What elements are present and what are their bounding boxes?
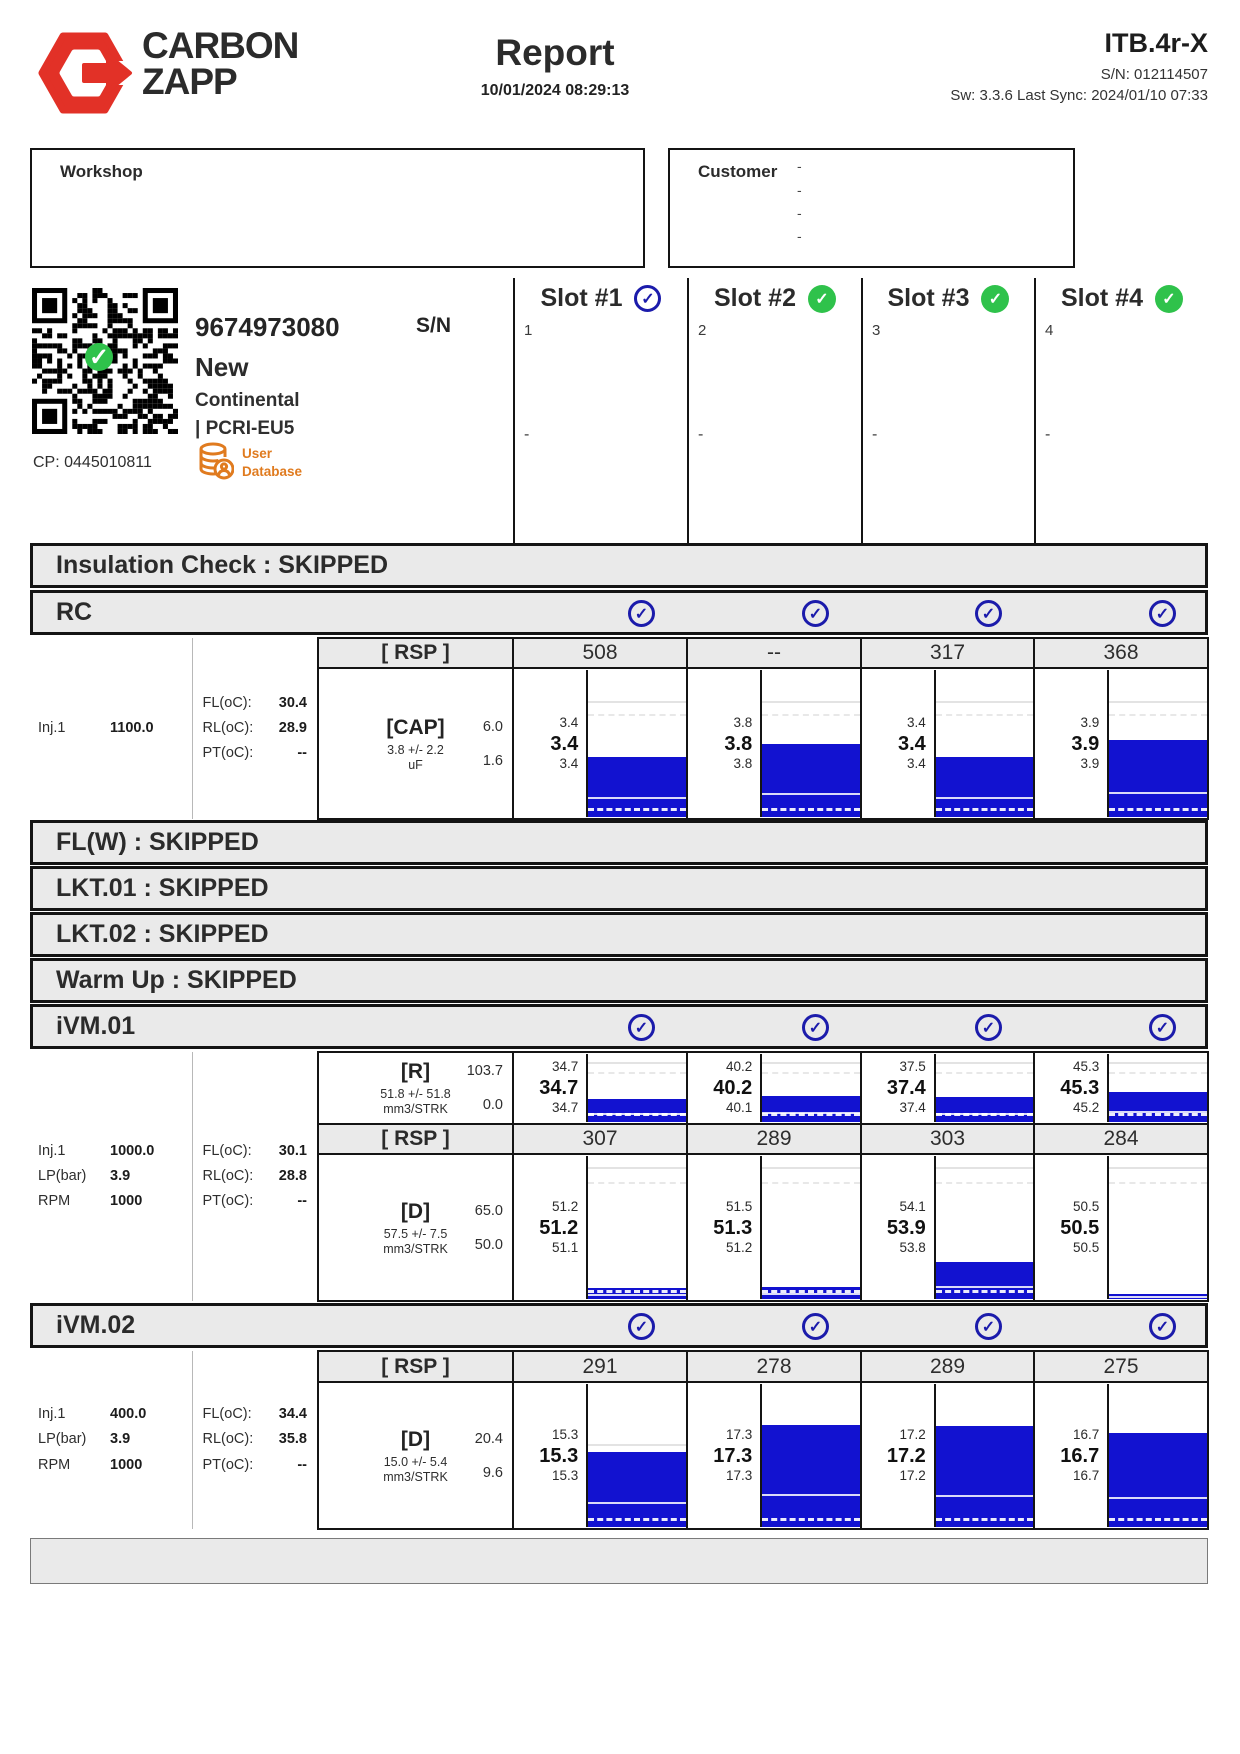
- slot-values: [862, 1054, 934, 1122]
- param-value: 400.0: [110, 1406, 147, 1423]
- slot-check-icon: [808, 285, 836, 313]
- test-unit: uF: [408, 757, 423, 772]
- bar: [762, 1096, 860, 1122]
- tolerance-line: [936, 701, 1033, 703]
- test-name: [D]: [400, 1427, 431, 1451]
- value-bottom: 51.2: [725, 1239, 753, 1255]
- chart-cell: [687, 1154, 861, 1301]
- bar-chart: [934, 670, 1033, 817]
- param-label: RL(oC):: [202, 1431, 254, 1448]
- value-bottom: 16.7: [1072, 1467, 1100, 1483]
- sn-label: S/N: [416, 314, 452, 337]
- chart-cell: [861, 1052, 1034, 1124]
- value-top: 51.2: [551, 1198, 579, 1214]
- brand-line2: ZAPP: [142, 61, 237, 103]
- bar: [588, 757, 686, 817]
- ivm02-slot4-check-icon: [1149, 1313, 1176, 1340]
- rc-param-col1: [30, 638, 192, 819]
- slot-header-3: [861, 278, 1034, 543]
- value-main: 3.4: [898, 732, 926, 755]
- tolerance-line: [936, 714, 1033, 716]
- rc-param-col2: [192, 638, 318, 819]
- slot-index: 3: [872, 322, 881, 339]
- bar-chart: [586, 1054, 686, 1122]
- slot-values: [1035, 1156, 1107, 1299]
- carbonzapp-logo-icon: [38, 22, 138, 124]
- bar-chart: [760, 1054, 860, 1122]
- param-label: FL(oC):: [202, 1406, 252, 1423]
- slot-check-icon: [634, 285, 661, 312]
- value-top: 15.3: [551, 1426, 579, 1442]
- scale-min: 50.0: [474, 1236, 503, 1253]
- tolerance-line: [1109, 1072, 1207, 1074]
- injector-cp: CP: 0445010811: [33, 454, 152, 471]
- section-title: Insulation Check : SKIPPED: [56, 551, 389, 579]
- slot-header-2: [687, 278, 861, 543]
- workshop-box: [30, 148, 645, 268]
- slot-values: [688, 1156, 760, 1299]
- tolerance-line: [1109, 714, 1207, 716]
- customer-field-dash: -: [797, 228, 802, 244]
- test-unit: mm3/STRK: [383, 1102, 448, 1116]
- bar-chart: [934, 1384, 1033, 1527]
- value-top: 50.5: [1072, 1198, 1100, 1214]
- tolerance-line: [936, 1167, 1033, 1169]
- rsp-header: [ RSP ]: [318, 1124, 513, 1154]
- slot-values: [862, 1156, 934, 1299]
- cap-label-cell: [318, 668, 513, 819]
- bar: [762, 1287, 860, 1299]
- ivm02-slot3-check-icon: [975, 1313, 1002, 1340]
- bar-chart: [1107, 1156, 1207, 1299]
- param-value: 30.4: [278, 694, 307, 711]
- param-label: FL(oC):: [202, 1142, 252, 1159]
- section-lkt02-skipped: [30, 912, 1208, 957]
- value-main: 53.9: [886, 1216, 926, 1239]
- param-value: 1100.0: [110, 719, 154, 736]
- slot-title: Slot #2: [714, 284, 796, 312]
- page-title: Report: [495, 32, 615, 73]
- rsp-value: --: [687, 638, 861, 668]
- section-lkt01-skipped: [30, 866, 1208, 911]
- workshop-label: Workshop: [60, 162, 143, 181]
- value-bottom: 3.4: [907, 755, 926, 771]
- test-unit: mm3/STRK: [383, 1469, 448, 1484]
- chart-cell: [1034, 1052, 1208, 1124]
- value-top: 51.5: [725, 1198, 753, 1214]
- bar: [936, 1262, 1033, 1299]
- slot-values: [688, 1054, 760, 1122]
- report-header: [400, 32, 710, 100]
- param-value: 35.8: [278, 1431, 307, 1448]
- rc-slot4-check-icon: [1149, 600, 1176, 627]
- chart-cell: [861, 1382, 1034, 1529]
- slot-index: 4: [1045, 322, 1054, 339]
- chart-cell: [861, 668, 1034, 819]
- rsp-value: 508: [513, 638, 687, 668]
- tolerance-line: [936, 1072, 1033, 1074]
- section-rc: [30, 590, 1208, 635]
- scale-max: 65.0: [474, 1202, 503, 1219]
- user-database-label: User: [242, 446, 273, 461]
- param-label: Inj.1: [38, 1406, 66, 1423]
- section-title: iVM.02: [56, 1311, 136, 1339]
- param-label: PT(oC):: [202, 745, 254, 761]
- test-name: [D]: [400, 1199, 431, 1223]
- slot-values: [514, 1054, 586, 1122]
- qr-verified-check-icon: [85, 343, 113, 371]
- tolerance-line: [936, 1182, 1033, 1184]
- slot-values: [688, 670, 760, 817]
- r-label-cell: [318, 1052, 513, 1124]
- slot-header-4: [1034, 278, 1208, 543]
- value-main: 34.7: [539, 1077, 579, 1099]
- device-sw-sync: Sw: 3.3.6 Last Sync: 2024/01/10 07:33: [950, 87, 1208, 104]
- scale-min: 0.0: [482, 1097, 503, 1113]
- ivm01-slot2-check-icon: [802, 1014, 829, 1041]
- bar: [936, 1097, 1033, 1122]
- chart-cell: [1034, 668, 1208, 819]
- value-main: 37.4: [886, 1077, 926, 1099]
- tolerance-line: [762, 1062, 860, 1064]
- test-unit: mm3/STRK: [383, 1241, 448, 1256]
- bar: [1109, 1294, 1207, 1299]
- ivm02-slot2-check-icon: [802, 1313, 829, 1340]
- tolerance-line: [1109, 1167, 1207, 1169]
- ivm02-param-col2: [192, 1351, 318, 1529]
- injector-code: 9674973080: [195, 312, 340, 342]
- slot-values: [1035, 1384, 1107, 1527]
- slot-check-icon: [1155, 285, 1183, 313]
- slot-values: [862, 670, 934, 817]
- slot-title: Slot #4: [1061, 284, 1143, 312]
- bar: [588, 1099, 686, 1122]
- rsp-value: 284: [1034, 1124, 1208, 1154]
- tolerance-line: [762, 1167, 860, 1169]
- value-main: 16.7: [1060, 1444, 1100, 1467]
- d-label-cell: [318, 1382, 513, 1529]
- injector-state: New: [195, 352, 249, 382]
- injector-info-cell: [30, 268, 513, 543]
- slot-dash: -: [872, 426, 878, 443]
- value-bottom: 15.3: [551, 1467, 579, 1483]
- value-bottom: 34.7: [551, 1100, 579, 1115]
- bar-chart: [586, 670, 686, 817]
- injector-brand: Continental: [195, 390, 300, 411]
- tolerance-line: [762, 701, 860, 703]
- value-main: 3.9: [1071, 732, 1100, 755]
- section-warmup-skipped: [30, 958, 1208, 1003]
- ivm01-param-col1: [30, 1052, 192, 1301]
- ivm02-param-col1: [30, 1351, 192, 1529]
- rsp-value: 275: [1034, 1351, 1208, 1382]
- section-ivm02: [30, 1303, 1208, 1348]
- rc-slot1-check-icon: [628, 600, 655, 627]
- rsp-value: 368: [1034, 638, 1208, 668]
- tolerance-line: [936, 1062, 1033, 1064]
- tolerance-line: [588, 1444, 686, 1446]
- bar: [588, 1288, 686, 1299]
- section-flw-skipped: [30, 820, 1208, 865]
- section-ivm01: [30, 1004, 1208, 1049]
- param-value: 1000: [110, 1193, 143, 1209]
- value-main: 51.2: [539, 1216, 579, 1239]
- bar: [762, 1425, 860, 1527]
- slot-values: [514, 1156, 586, 1299]
- chart-cell: [513, 668, 687, 819]
- chart-cell: [687, 668, 861, 819]
- customer-label: Customer: [698, 162, 778, 181]
- footer-bar: [30, 1538, 1208, 1584]
- value-top: 34.7: [551, 1059, 579, 1075]
- param-value: 1000: [110, 1456, 143, 1473]
- value-main: 3.4: [550, 732, 579, 755]
- value-top: 3.4: [559, 714, 579, 730]
- bar-chart: [1107, 1384, 1207, 1527]
- param-label: RL(oC):: [202, 1167, 254, 1184]
- value-top: 17.3: [725, 1426, 753, 1442]
- slot-values: [688, 1384, 760, 1527]
- bar-chart: [934, 1156, 1033, 1299]
- value-main: 17.3: [713, 1444, 753, 1467]
- value-top: 3.8: [733, 714, 753, 730]
- param-label: RPM: [38, 1193, 71, 1209]
- rsp-header: [ RSP ]: [318, 638, 513, 668]
- tolerance-line: [588, 701, 686, 703]
- bar: [936, 1426, 1033, 1527]
- bar-chart: [586, 1384, 686, 1527]
- value-bottom: 3.8: [733, 755, 753, 771]
- ivm02-slot1-check-icon: [628, 1313, 655, 1340]
- user-database-icon: [198, 442, 234, 480]
- rsp-value: 303: [861, 1124, 1034, 1154]
- param-value: 1000.0: [110, 1142, 155, 1159]
- tolerance-line: [762, 714, 860, 716]
- slot-header-grid: [30, 268, 1208, 543]
- slot-header-1: [513, 278, 687, 543]
- slot-index: 2: [698, 322, 707, 339]
- brand-line1: CARBON: [142, 25, 299, 66]
- chart-cell: [513, 1154, 687, 1301]
- bar: [1109, 740, 1207, 817]
- param-value: 28.9: [278, 719, 307, 736]
- test-spec: 51.8 +/- 51.8: [380, 1087, 451, 1101]
- value-bottom: 17.2: [899, 1467, 926, 1483]
- tolerance-line: [1109, 1062, 1207, 1064]
- ivm01-table: [30, 1051, 1209, 1302]
- tolerance-line: [762, 1182, 860, 1184]
- slot-title: Slot #3: [887, 284, 970, 312]
- rsp-value: 291: [513, 1351, 687, 1382]
- param-value: --: [297, 1456, 307, 1473]
- slot-check-icon: [981, 285, 1009, 313]
- rsp-value: 278: [687, 1351, 861, 1382]
- scale-max: 103.7: [466, 1063, 503, 1079]
- chart-cell: [687, 1052, 861, 1124]
- param-label: PT(oC):: [202, 1193, 254, 1209]
- section-title: RC: [56, 598, 93, 626]
- rsp-value: 289: [861, 1351, 1034, 1382]
- bar: [936, 757, 1033, 817]
- d-label-cell: [318, 1154, 513, 1301]
- report-datetime: 10/01/2024 08:29:13: [480, 82, 630, 99]
- value-bottom: 53.8: [899, 1239, 926, 1255]
- section-title: iVM.01: [56, 1012, 136, 1040]
- value-top: 37.5: [899, 1059, 926, 1075]
- value-bottom: 3.9: [1080, 755, 1100, 771]
- tolerance-line: [762, 1072, 860, 1074]
- rsp-value: 289: [687, 1124, 861, 1154]
- value-bottom: 51.1: [551, 1239, 579, 1255]
- slot-values: [514, 1384, 586, 1527]
- bar-chart: [586, 1156, 686, 1299]
- bar: [588, 1452, 686, 1527]
- chart-cell: [513, 1382, 687, 1529]
- param-label: FL(oC):: [202, 694, 252, 711]
- value-main: 15.3: [539, 1444, 579, 1467]
- value-bottom: 17.3: [725, 1467, 753, 1483]
- tolerance-line: [588, 714, 686, 716]
- test-spec: 57.5 +/- 7.5: [383, 1226, 448, 1241]
- param-value: 3.9: [110, 1167, 131, 1184]
- slot-dash: -: [524, 426, 530, 443]
- tolerance-line: [1109, 1182, 1207, 1184]
- bar-chart: [760, 1156, 860, 1299]
- rsp-value: 317: [861, 638, 1034, 668]
- value-top: 54.1: [899, 1198, 926, 1214]
- scale-min: 1.6: [482, 752, 503, 769]
- test-name: [CAP]: [386, 715, 445, 739]
- customer-field-dash: -: [797, 182, 802, 198]
- param-label: RL(oC):: [202, 719, 254, 736]
- tolerance-line: [588, 1062, 686, 1064]
- chart-cell: [513, 1052, 687, 1124]
- value-top: 3.4: [907, 714, 926, 730]
- param-label: LP(bar): [38, 1431, 87, 1448]
- slot-index: 1: [524, 322, 533, 339]
- slot-values: [862, 1384, 934, 1527]
- tolerance-line: [588, 1072, 686, 1074]
- rc-slot3-check-icon: [975, 600, 1002, 627]
- bar: [1109, 1433, 1207, 1527]
- param-label: Inj.1: [38, 1142, 66, 1159]
- value-bottom: 45.2: [1072, 1100, 1100, 1115]
- test-name: [R]: [400, 1060, 431, 1083]
- ivm01-slot1-check-icon: [628, 1014, 655, 1041]
- section-title: LKT.01 : SKIPPED: [56, 874, 269, 902]
- param-label: RPM: [38, 1456, 71, 1473]
- chart-cell: [687, 1382, 861, 1529]
- brand-wordmark: [142, 25, 299, 103]
- slot-values: [514, 670, 586, 817]
- bar-chart: [934, 1054, 1033, 1122]
- chart-cell: [1034, 1382, 1208, 1529]
- device-model: ITB.4r-X: [1104, 28, 1208, 58]
- value-main: 17.2: [886, 1444, 926, 1467]
- chart-cell: [1034, 1154, 1208, 1301]
- chart-cell: [861, 1154, 1034, 1301]
- bar-chart: [760, 670, 860, 817]
- customer-field-dash: -: [797, 205, 802, 221]
- tolerance-line: [1109, 701, 1207, 703]
- value-main: 51.3: [713, 1216, 753, 1239]
- slot-dash: -: [1045, 426, 1051, 443]
- value-top: 3.9: [1080, 714, 1100, 730]
- user-database-label: Database: [242, 464, 303, 479]
- ivm01-slot3-check-icon: [975, 1014, 1002, 1041]
- value-main: 3.8: [724, 732, 753, 755]
- ivm02-table: [30, 1350, 1209, 1530]
- value-bottom: 3.4: [559, 755, 579, 771]
- param-value: --: [297, 1193, 307, 1209]
- scale-max: 20.4: [474, 1430, 503, 1447]
- slot-title: Slot #1: [540, 284, 623, 312]
- customer-field-dash: -: [797, 158, 802, 174]
- param-label: Inj.1: [38, 719, 66, 736]
- value-top: 16.7: [1072, 1426, 1100, 1442]
- test-spec: 15.0 +/- 5.4: [383, 1454, 448, 1469]
- bar-chart: [1107, 1054, 1207, 1122]
- test-spec: 3.8 +/- 2.2: [387, 742, 444, 757]
- rc-slot2-check-icon: [802, 600, 829, 627]
- ivm01-param-col2: [192, 1052, 318, 1301]
- tolerance-line: [588, 1182, 686, 1184]
- bar: [1109, 1092, 1207, 1122]
- slot-values: [1035, 1054, 1107, 1122]
- qr-code: [32, 288, 178, 438]
- device-serial: S/N: 012114507: [1100, 66, 1208, 83]
- slot-values: [1035, 670, 1107, 817]
- bar-chart: [1107, 670, 1207, 817]
- param-value: 3.9: [110, 1431, 131, 1448]
- param-value: 30.1: [278, 1142, 307, 1159]
- rc-table: [30, 637, 1209, 820]
- section-insulation-check: [30, 543, 1208, 588]
- param-value: 34.4: [278, 1406, 307, 1423]
- value-top: 40.2: [725, 1059, 753, 1075]
- section-title: LKT.02 : SKIPPED: [56, 920, 269, 948]
- value-bottom: 37.4: [899, 1100, 926, 1115]
- tolerance-line: [588, 1167, 686, 1169]
- scale-min: 9.6: [482, 1464, 503, 1481]
- rsp-header: [ RSP ]: [318, 1351, 513, 1382]
- section-title: FL(W) : SKIPPED: [56, 828, 259, 856]
- bar: [762, 744, 860, 818]
- param-label: PT(oC):: [202, 1456, 254, 1473]
- customer-box: [668, 148, 1075, 268]
- param-label: LP(bar): [38, 1167, 87, 1184]
- device-header: [950, 28, 1208, 104]
- value-main: 45.3: [1060, 1077, 1100, 1099]
- value-main: 50.5: [1060, 1216, 1100, 1239]
- section-title: Warm Up : SKIPPED: [56, 966, 297, 994]
- value-bottom: 40.1: [725, 1100, 753, 1115]
- bar-chart: [760, 1384, 860, 1527]
- value-top: 45.3: [1072, 1059, 1100, 1075]
- rsp-value: 307: [513, 1124, 687, 1154]
- scale-max: 6.0: [482, 718, 503, 735]
- param-value: --: [297, 745, 307, 761]
- ivm01-slot4-check-icon: [1149, 1014, 1176, 1041]
- value-top: 17.2: [899, 1426, 926, 1442]
- value-bottom: 50.5: [1072, 1239, 1100, 1255]
- param-value: 28.8: [278, 1167, 307, 1184]
- value-main: 40.2: [713, 1077, 753, 1099]
- slot-dash: -: [698, 426, 704, 443]
- injector-series: | PCRI-EU5: [195, 418, 295, 439]
